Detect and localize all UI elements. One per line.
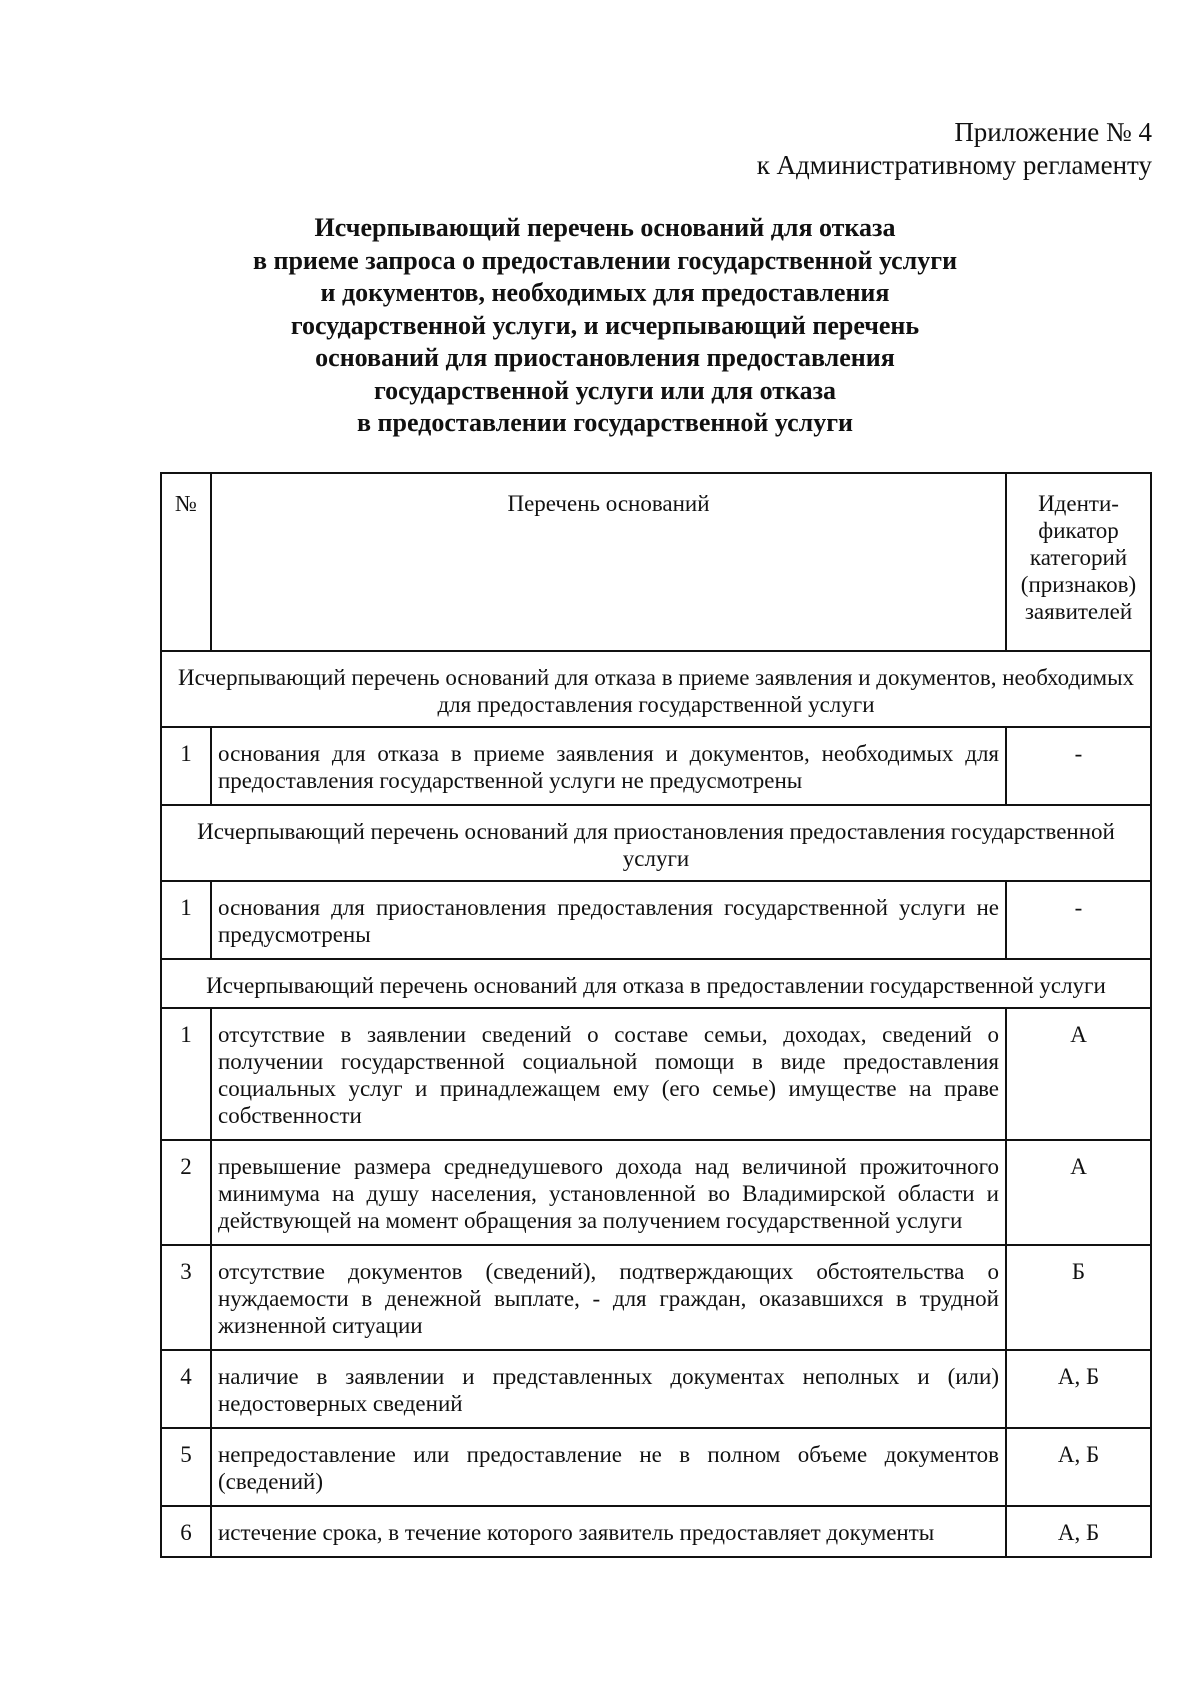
row-number: 1 (161, 1008, 211, 1140)
header-category-id (1006, 473, 1151, 651)
row-category-id: - (1006, 727, 1151, 805)
header-category-id-text: Иденти-фикатор категорий (признаков) заявителей (1020, 491, 1137, 624)
table-row (161, 1350, 1151, 1428)
row-text: отсутствие документов (сведений), подтверждающих обстоятельства о нуждаемости в денежной выплате, - для граждан, оказавшихся в трудной жизненной ситуации (211, 1245, 1006, 1350)
row-number: 4 (161, 1350, 211, 1428)
table-row (161, 1428, 1151, 1506)
row-text: превышение размера среднедушевого дохода над величиной прожиточного минимума на душу населения, установленной во Владимирской области и действующей на момент обращения за получением государственной услуги (211, 1140, 1006, 1245)
row-number: 1 (161, 727, 211, 805)
section-heading: Исчерпывающий перечень оснований для отказа в предоставлении государственной услуги (161, 959, 1151, 1008)
row-text: непредоставление или предоставление не в полном объеме документов (сведений) (211, 1428, 1006, 1506)
row-category-id: А (1006, 1008, 1151, 1140)
grounds-table (160, 472, 1152, 1558)
row-text: основания для отказа в приеме заявления и документов, необходимых для предоставления государственной услуги не предусмотрены (211, 727, 1006, 805)
title-line: государственной услуги или для отказа (373, 375, 837, 405)
header-grounds-list: Перечень оснований (211, 473, 1006, 651)
section-heading-row (161, 651, 1151, 727)
appendix-header (757, 116, 1152, 182)
table-row (161, 881, 1151, 959)
row-text: наличие в заявлении и представленных документах неполных и (или) недостоверных сведений (211, 1350, 1006, 1428)
table-row (161, 727, 1151, 805)
row-category-id: А (1006, 1140, 1151, 1245)
appendix-reference: к Административному регламенту (756, 150, 1152, 180)
row-number: 2 (161, 1140, 211, 1245)
row-category-id: А, Б (1006, 1506, 1151, 1557)
row-number: 3 (161, 1245, 211, 1350)
row-text: отсутствие в заявлении сведений о составе семьи, доходах, сведений о получении государственной социальной помощи в виде предоставления социальных услуг и принадлежащем ему (его семье) имуществе на праве собственности (211, 1008, 1006, 1140)
table-header-row (161, 473, 1151, 651)
section-heading: Исчерпывающий перечень оснований для отказа в приеме заявления и документов, необходимых для предоставления государственной услуги (161, 651, 1151, 727)
table-row (161, 1245, 1151, 1350)
document-title (160, 212, 1050, 440)
row-number: 5 (161, 1428, 211, 1506)
title-line: в приеме запроса о предоставлении государственной услуги (252, 245, 958, 275)
row-category-id: Б (1006, 1245, 1151, 1350)
row-text: основания для приостановления предоставления государственной услуги не предусмотрены (211, 881, 1006, 959)
section-heading: Исчерпывающий перечень оснований для приостановления предоставления государственной услуги (161, 805, 1151, 881)
title-line: государственной услуги, и исчерпывающий перечень (290, 310, 920, 340)
header-number: № (161, 473, 211, 651)
title-line: Исчерпывающий перечень оснований для отказа (314, 213, 896, 242)
table-row (161, 1140, 1151, 1245)
title-line: и документов, необходимых для предоставления (320, 278, 890, 307)
appendix-number: Приложение № 4 (954, 117, 1152, 147)
row-number: 1 (161, 881, 211, 959)
title-line: оснований для приостановления предоставления (315, 343, 895, 372)
section-heading-row (161, 805, 1151, 881)
row-category-id: А, Б (1006, 1428, 1151, 1506)
table-row (161, 1506, 1151, 1557)
table-row (161, 1008, 1151, 1140)
title-line: в предоставлении государственной услуги (356, 408, 853, 437)
row-category-id: - (1006, 881, 1151, 959)
section-heading-row (161, 959, 1151, 1008)
row-text: истечение срока, в течение которого заявитель предоставляет документы (211, 1506, 1006, 1557)
row-category-id: А, Б (1006, 1350, 1151, 1428)
row-number: 6 (161, 1506, 211, 1557)
